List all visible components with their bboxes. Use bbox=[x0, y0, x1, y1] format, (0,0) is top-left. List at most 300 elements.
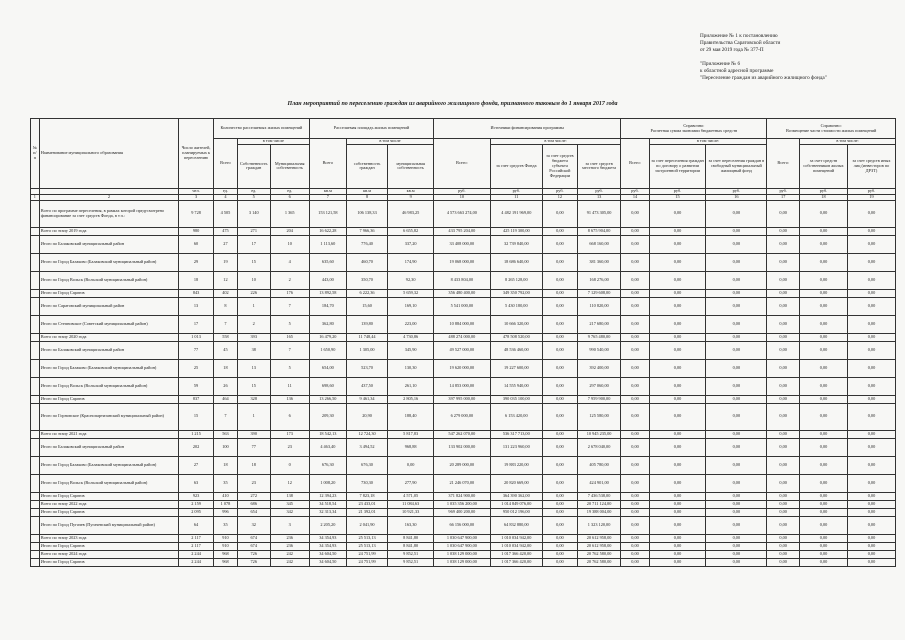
value-cell: 7 bbox=[213, 403, 237, 430]
header-refund-group bbox=[767, 119, 896, 139]
value-cell: 1 030 647 900,00 bbox=[434, 542, 491, 550]
table-row bbox=[31, 550, 896, 558]
value-cell: 536 317 713,00 bbox=[490, 430, 542, 438]
value-cell: 19 620 000,00 bbox=[434, 359, 491, 377]
value-cell: 7 bbox=[213, 315, 237, 333]
value-cell: 7 959 900,00 bbox=[577, 395, 621, 403]
value-cell: 0,00 bbox=[649, 403, 706, 430]
value-cell: 0,00 bbox=[621, 516, 649, 534]
value-cell: 6 153 420,00 bbox=[490, 403, 542, 430]
unit-cell: руб. bbox=[577, 188, 621, 194]
approval-line: Приложение № 1 к постановлению bbox=[700, 33, 778, 39]
value-cell: 0,00 bbox=[649, 456, 706, 474]
value-cell: 15 bbox=[237, 253, 270, 271]
value-cell: 0,00 bbox=[388, 456, 434, 474]
row-name: Итого по Город Вольск (Вольский муниципальный район) bbox=[39, 377, 178, 395]
value-cell: 77 bbox=[179, 341, 214, 359]
row-number bbox=[31, 550, 40, 558]
value-cell: 558 bbox=[213, 333, 237, 341]
value-cell: 8 265 128,00 bbox=[490, 271, 542, 289]
value-cell: 843 bbox=[179, 289, 214, 297]
value-cell: 0,00 bbox=[800, 253, 848, 271]
value-cell: 371 824 900,00 bbox=[434, 492, 491, 500]
value-cell: 0,00 bbox=[706, 542, 767, 550]
value-cell: 0,00 bbox=[706, 558, 767, 566]
unit-cell: руб. bbox=[800, 188, 848, 194]
column-number-cell: 2 bbox=[39, 194, 178, 200]
value-cell: 0,00 bbox=[847, 516, 895, 534]
value-cell: 0,00 bbox=[767, 271, 800, 289]
header-incl: в том числе: bbox=[800, 139, 896, 145]
value-cell: 9 765 480,00 bbox=[577, 333, 621, 341]
value-cell: 226 bbox=[237, 289, 270, 297]
value-cell: 0,00 bbox=[621, 227, 649, 235]
value-cell: 0,00 bbox=[621, 377, 649, 395]
value-cell: 261,10 bbox=[388, 377, 434, 395]
value-cell: 0,00 bbox=[649, 395, 706, 403]
table-row bbox=[31, 359, 896, 377]
value-cell: 0,00 bbox=[847, 395, 895, 403]
value-cell: 27 bbox=[213, 235, 237, 253]
value-cell: 0,00 bbox=[649, 377, 706, 395]
column-number-cell: 8 bbox=[346, 194, 387, 200]
value-cell: 0,00 bbox=[649, 508, 706, 516]
value-cell: 392 400,00 bbox=[577, 359, 621, 377]
value-cell: 0,00 bbox=[767, 474, 800, 492]
value-cell: 1 017 366 420,00 bbox=[490, 550, 542, 558]
value-cell: 0,00 bbox=[649, 492, 706, 500]
value-cell: 381 360,00 bbox=[577, 253, 621, 271]
value-cell: 23 bbox=[270, 438, 309, 456]
value-cell: 0,00 bbox=[621, 534, 649, 542]
row-name: Итого по Степновское (Советский муниципальный район) bbox=[39, 315, 178, 333]
value-cell: 464 bbox=[213, 395, 237, 403]
value-cell: 0,00 bbox=[706, 474, 767, 492]
value-cell: 345,90 bbox=[388, 341, 434, 359]
header-total: Всего: bbox=[434, 139, 491, 189]
column-number-cell: 18 bbox=[800, 194, 848, 200]
value-cell: 0,00 bbox=[706, 315, 767, 333]
value-cell: 20 612 958,00 bbox=[577, 534, 621, 542]
value-cell: 0,00 bbox=[800, 315, 848, 333]
row-number bbox=[31, 333, 40, 341]
row-name: Итого по Саратовский муниципальный район bbox=[39, 297, 178, 315]
value-cell: 0,00 bbox=[542, 359, 577, 377]
value-cell: 5 817,83 bbox=[388, 430, 434, 438]
value-cell: 19 883 220,00 bbox=[490, 456, 542, 474]
value-cell: 0,00 bbox=[621, 271, 649, 289]
value-cell: 0,00 bbox=[649, 341, 706, 359]
value-cell: 0,00 bbox=[542, 558, 577, 566]
value-cell: 0,00 bbox=[621, 500, 649, 508]
value-cell: 0,00 bbox=[847, 534, 895, 542]
value-cell: 1 215 bbox=[179, 430, 214, 438]
value-cell: 1 017 366 420,00 bbox=[490, 558, 542, 566]
value-cell: 0,00 bbox=[542, 456, 577, 474]
value-cell: 139,80 bbox=[346, 315, 387, 333]
value-cell: 15 bbox=[237, 377, 270, 395]
value-cell: 32 313,34 bbox=[309, 508, 346, 516]
row-number bbox=[31, 542, 40, 550]
value-cell: 26 bbox=[213, 377, 237, 395]
value-cell: 0,00 bbox=[706, 341, 767, 359]
unit-cell: руб. bbox=[767, 188, 800, 194]
value-cell: 0,00 bbox=[649, 430, 706, 438]
value-cell: 17 bbox=[179, 315, 214, 333]
value-cell: 17 bbox=[237, 235, 270, 253]
row-number bbox=[31, 430, 40, 438]
row-name: Итого по Город Саратов bbox=[39, 395, 178, 403]
value-cell: 0,00 bbox=[542, 271, 577, 289]
row-name: Всего по программе переселения, в рамках которой предусмотрено финансирование за счет средств Фонда, в т.ч.: bbox=[39, 200, 178, 227]
value-cell: 0,00 bbox=[800, 297, 848, 315]
header-incl: в том числе: bbox=[649, 139, 767, 145]
value-cell: 2 bbox=[237, 315, 270, 333]
header-area-group: Расселяемая площадь жилых помещений bbox=[309, 119, 433, 139]
value-cell: 2 244 bbox=[179, 550, 214, 558]
header-total: Всего: bbox=[767, 139, 800, 189]
row-number bbox=[31, 289, 40, 297]
header-economy-2: за счет переселения граждан в свободный муниципальный жилищный фонд bbox=[706, 144, 767, 188]
value-cell: 0,00 bbox=[706, 456, 767, 474]
value-cell: 0,00 bbox=[621, 333, 649, 341]
value-cell: 8 bbox=[213, 297, 237, 315]
value-cell: 0,00 bbox=[542, 289, 577, 297]
header-name: Наименование муниципального образования bbox=[39, 119, 178, 189]
value-cell: 59 bbox=[179, 377, 214, 395]
value-cell: 223,00 bbox=[388, 315, 434, 333]
value-cell: 8 433 804,00 bbox=[434, 271, 491, 289]
value-cell: 10 945 235,00 bbox=[577, 430, 621, 438]
value-cell: 0,00 bbox=[800, 235, 848, 253]
value-cell: 271 bbox=[237, 227, 270, 235]
header-subject: за счет средств бюджета субъекта Российской Федерации bbox=[542, 144, 577, 188]
value-cell: 362,80 bbox=[309, 315, 346, 333]
value-cell: 11 748,44 bbox=[346, 333, 387, 341]
value-cell: 0,00 bbox=[542, 200, 577, 227]
value-cell: 0,00 bbox=[542, 430, 577, 438]
value-cell: 443,00 bbox=[309, 271, 346, 289]
value-cell: 0,00 bbox=[800, 289, 848, 297]
header-no: № п/п bbox=[31, 119, 40, 189]
value-cell: 6 279 000,00 bbox=[434, 403, 491, 430]
value-cell: 110 820,00 bbox=[577, 297, 621, 315]
value-cell: 0,00 bbox=[542, 341, 577, 359]
value-cell: 0,00 bbox=[706, 297, 767, 315]
value-cell: 136 bbox=[270, 395, 309, 403]
value-cell: 2 159 bbox=[179, 500, 214, 508]
row-name: Итого по Город Балаково (Балаковский муниципальный район) bbox=[39, 359, 178, 377]
value-cell: 0,00 bbox=[621, 430, 649, 438]
column-number-cell: 1 bbox=[31, 194, 40, 200]
value-cell: 563 bbox=[213, 430, 237, 438]
row-name: Итого по Город Вольск (Вольский муниципальный район) bbox=[39, 474, 178, 492]
row-name: Всего по этапу 2022 года bbox=[39, 500, 178, 508]
value-cell: 91 473 305,00 bbox=[577, 200, 621, 227]
value-cell: 968,88 bbox=[388, 438, 434, 456]
value-cell: 0,00 bbox=[649, 227, 706, 235]
value-cell: 402 bbox=[213, 289, 237, 297]
value-cell: 0,00 bbox=[767, 377, 800, 395]
value-cell: 138 bbox=[270, 492, 309, 500]
table-row bbox=[31, 341, 896, 359]
approval-note bbox=[700, 33, 900, 82]
value-cell: 475 bbox=[213, 227, 237, 235]
value-cell: 0,00 bbox=[621, 289, 649, 297]
value-cell: 0,00 bbox=[847, 289, 895, 297]
header-total: Всего bbox=[213, 139, 237, 189]
value-cell: 0,00 bbox=[767, 227, 800, 235]
column-number-cell: 11 bbox=[490, 194, 542, 200]
value-cell: 0,00 bbox=[800, 508, 848, 516]
value-cell: 0,00 bbox=[767, 516, 800, 534]
value-cell: 1 008,20 bbox=[309, 474, 346, 492]
approval-line: "Переселение граждан из аварийного жилищного фонда" bbox=[700, 75, 827, 82]
value-cell: 0,00 bbox=[706, 333, 767, 341]
value-cell: 0,00 bbox=[767, 403, 800, 430]
table-body bbox=[31, 200, 896, 566]
value-cell: 0,00 bbox=[800, 438, 848, 456]
row-name: Итого по Балаковский муниципальный район bbox=[39, 341, 178, 359]
value-cell: 64 bbox=[179, 516, 214, 534]
table-row bbox=[31, 438, 896, 456]
value-cell: 20 711 124,00 bbox=[577, 500, 621, 508]
unit-cell: чел. bbox=[179, 188, 214, 194]
value-cell: 7 823,18 bbox=[346, 492, 387, 500]
column-number-cell: 9 bbox=[388, 194, 434, 200]
value-cell: 46 983,25 bbox=[388, 200, 434, 227]
value-cell: 15 bbox=[179, 403, 214, 430]
value-cell: 0,00 bbox=[847, 500, 895, 508]
row-name: Итого по Город Саратов bbox=[39, 492, 178, 500]
value-cell: 6 655,82 bbox=[388, 227, 434, 235]
value-cell: 34 604,50 bbox=[309, 550, 346, 558]
value-cell: 0,00 bbox=[800, 227, 848, 235]
row-name: Всего по этапу 2023 года bbox=[39, 534, 178, 542]
value-cell: 0,00 bbox=[542, 395, 577, 403]
value-cell: 12 394,23 bbox=[309, 492, 346, 500]
row-name: Итого по Город Саратов bbox=[39, 289, 178, 297]
value-cell: 0,00 bbox=[847, 227, 895, 235]
value-cell: 188,40 bbox=[388, 403, 434, 430]
value-cell: 19 bbox=[213, 253, 237, 271]
row-name: Итого по Горновское (Краснопартизанский муниципальный район) bbox=[39, 403, 178, 430]
value-cell: 236 bbox=[270, 534, 309, 542]
approval-line bbox=[700, 54, 900, 61]
value-cell: 0,00 bbox=[706, 438, 767, 456]
row-number bbox=[31, 227, 40, 235]
row-name: Всего по этапу 2021 года bbox=[39, 430, 178, 438]
value-cell: 1 038 129 000,00 bbox=[434, 558, 491, 566]
value-cell: 0,00 bbox=[621, 403, 649, 430]
value-cell: 1 bbox=[237, 403, 270, 430]
value-cell: 0,00 bbox=[800, 550, 848, 558]
value-cell: 0,00 bbox=[542, 508, 577, 516]
value-cell: 0,00 bbox=[800, 558, 848, 566]
value-cell: 0,00 bbox=[847, 492, 895, 500]
value-cell: 0,00 bbox=[542, 403, 577, 430]
value-cell: 23 bbox=[237, 474, 270, 492]
value-cell: 242 bbox=[270, 558, 309, 566]
unit-cell: руб. bbox=[621, 188, 649, 194]
value-cell: 20 289 000,00 bbox=[434, 456, 491, 474]
value-cell: 13 bbox=[237, 359, 270, 377]
value-cell: 25 bbox=[179, 359, 214, 377]
row-number bbox=[31, 558, 40, 566]
value-cell: 0,00 bbox=[649, 542, 706, 550]
value-cell: 0,00 bbox=[800, 534, 848, 542]
value-cell: 9 852,51 bbox=[388, 550, 434, 558]
row-number bbox=[31, 456, 40, 474]
value-cell: 460,70 bbox=[346, 253, 387, 271]
value-cell: 0,00 bbox=[767, 253, 800, 271]
column-number-cell: 4 bbox=[213, 194, 237, 200]
value-cell: 20 762 580,00 bbox=[577, 550, 621, 558]
value-cell: 0,00 bbox=[767, 456, 800, 474]
table-row bbox=[31, 508, 896, 516]
value-cell: 342 bbox=[270, 508, 309, 516]
value-cell: 0,00 bbox=[542, 534, 577, 542]
value-cell: 10 bbox=[237, 271, 270, 289]
value-cell: 0,00 bbox=[621, 341, 649, 359]
value-cell: 356 480 400,00 bbox=[434, 289, 491, 297]
table-row bbox=[31, 516, 896, 534]
value-cell: 0,00 bbox=[847, 235, 895, 253]
header-refund-1: за счет средств собственников жилых помещений bbox=[800, 144, 848, 188]
value-cell: 0,00 bbox=[649, 550, 706, 558]
table-row bbox=[31, 200, 896, 227]
unit-cell: ед. bbox=[237, 188, 270, 194]
value-cell: 668 160,00 bbox=[577, 235, 621, 253]
header-refund-title: Возмещение части стоимости жилых помещений bbox=[786, 127, 877, 133]
value-cell: 11 084,63 bbox=[388, 500, 434, 508]
value-cell: 277,90 bbox=[388, 474, 434, 492]
value-cell: 7 bbox=[270, 297, 309, 315]
page-title: План мероприятий по переселению граждан из аварийного жилищного фонда, признанного таковым до 1 января 2017 года bbox=[287, 101, 618, 107]
value-cell: 163,30 bbox=[388, 516, 434, 534]
value-cell: 32 739 840,00 bbox=[490, 235, 542, 253]
value-cell: 24 751,99 bbox=[346, 550, 387, 558]
row-number bbox=[31, 200, 40, 227]
value-cell: 0,00 bbox=[847, 550, 895, 558]
value-cell: 1 030 647 900,00 bbox=[434, 534, 491, 542]
value-cell: 18 bbox=[213, 359, 237, 377]
value-cell: 18 bbox=[213, 456, 237, 474]
value-cell: 38 bbox=[237, 341, 270, 359]
value-cell: 0,00 bbox=[847, 297, 895, 315]
value-cell: 0,00 bbox=[621, 542, 649, 550]
value-cell: 0,00 bbox=[706, 377, 767, 395]
value-cell: 45 bbox=[213, 341, 237, 359]
value-cell: 8 841,80 bbox=[388, 542, 434, 550]
value-cell: 923 bbox=[179, 492, 214, 500]
value-cell: 8 675 904,00 bbox=[577, 227, 621, 235]
value-cell: 654 bbox=[237, 508, 270, 516]
value-cell: 202 bbox=[179, 438, 214, 456]
column-number-cell: 13 bbox=[577, 194, 621, 200]
value-cell: 100 bbox=[213, 438, 237, 456]
value-cell: 0,00 bbox=[649, 333, 706, 341]
header-local: за счет средств местного бюджета bbox=[577, 144, 621, 188]
value-cell: 0,00 bbox=[542, 315, 577, 333]
value-cell: 968 bbox=[213, 550, 237, 558]
value-cell: 0,00 bbox=[847, 253, 895, 271]
value-cell: 337,20 bbox=[388, 235, 434, 253]
value-cell: 9 461,34 bbox=[346, 395, 387, 403]
value-cell: 686 bbox=[237, 500, 270, 508]
value-cell: 2 805,16 bbox=[388, 395, 434, 403]
row-number bbox=[31, 474, 40, 492]
header-economy-group bbox=[621, 119, 767, 139]
value-cell: 2 095 bbox=[179, 508, 214, 516]
value-cell: 0,00 bbox=[649, 534, 706, 542]
value-cell: 990 540,00 bbox=[577, 341, 621, 359]
value-cell: 3 bbox=[270, 516, 309, 534]
value-cell: 547 262 070,00 bbox=[434, 430, 491, 438]
value-cell: 13 bbox=[179, 297, 214, 315]
value-cell: 2 678 040,00 bbox=[577, 438, 621, 456]
value-cell: 0,00 bbox=[767, 542, 800, 550]
value-cell: 10 921,33 bbox=[388, 508, 434, 516]
header-fund: за счет средств Фонда bbox=[490, 144, 542, 188]
value-cell: 1 010 034 942,00 bbox=[490, 534, 542, 542]
value-cell: 698,60 bbox=[309, 377, 346, 395]
value-cell: 0,00 bbox=[847, 333, 895, 341]
value-cell: 0,00 bbox=[767, 289, 800, 297]
value-cell: 131 223 960,00 bbox=[490, 438, 542, 456]
column-number-cell: 19 bbox=[847, 194, 895, 200]
value-cell: 0,00 bbox=[542, 235, 577, 253]
value-cell: 5 bbox=[270, 359, 309, 377]
value-cell: 2 244 bbox=[179, 558, 214, 566]
value-cell: 0,00 bbox=[649, 315, 706, 333]
value-cell: 0,00 bbox=[542, 542, 577, 550]
value-cell: 12 bbox=[213, 271, 237, 289]
value-cell: 910 bbox=[213, 542, 237, 550]
value-cell: 13 266,50 bbox=[309, 395, 346, 403]
header-refund-2: за счет средств иных лиц (инвесторов по ДРЗТ) bbox=[847, 144, 895, 188]
value-cell: 0,00 bbox=[847, 438, 895, 456]
value-cell: 328 bbox=[237, 395, 270, 403]
row-number bbox=[31, 359, 40, 377]
value-cell: 10 884 000,00 bbox=[434, 315, 491, 333]
value-cell: 980 bbox=[179, 227, 214, 235]
value-cell: 364 390 362,00 bbox=[490, 492, 542, 500]
value-cell: 48 536 460,00 bbox=[490, 341, 542, 359]
value-cell: 0,00 bbox=[767, 200, 800, 227]
value-cell: 2 117 bbox=[179, 534, 214, 542]
value-cell: 4 463,40 bbox=[309, 438, 346, 456]
value-cell: 410 bbox=[213, 492, 237, 500]
table-row bbox=[31, 456, 896, 474]
row-number bbox=[31, 516, 40, 534]
value-cell: 0,00 bbox=[542, 500, 577, 508]
value-cell: 969 400 200,00 bbox=[434, 508, 491, 516]
table-row bbox=[31, 289, 896, 297]
unit-cell: ед. bbox=[213, 188, 237, 194]
value-cell: 0,00 bbox=[706, 492, 767, 500]
value-cell: 6 bbox=[270, 403, 309, 430]
value-cell: 0,00 bbox=[649, 500, 706, 508]
value-cell: 7 bbox=[270, 341, 309, 359]
row-number bbox=[31, 492, 40, 500]
value-cell: 34 518,54 bbox=[309, 500, 346, 508]
value-cell: 393 bbox=[237, 333, 270, 341]
value-cell: 837 bbox=[179, 395, 214, 403]
program-table bbox=[30, 118, 896, 567]
value-cell: 433 795 204,00 bbox=[434, 227, 491, 235]
approval-line: Правительства Саратовской области bbox=[700, 40, 781, 47]
